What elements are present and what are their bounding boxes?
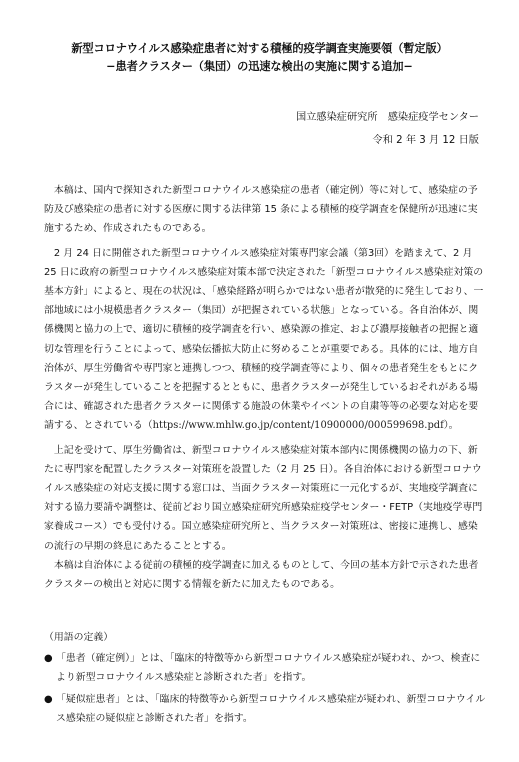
organization-name: 国立感染症研究所 感染症疫学センター [296, 112, 479, 123]
definition-item-suspected [44, 690, 488, 728]
paragraph-basic-policy-text: 2 月 24 日に開催された新型コロナウイルス感染症対策専門家会議（第3回）を踏まえて、2 月 25 日に政府の新型コロナウイルス感染症対策本部で決定された「新型コロナウイルス感染症対策の基本方針」によると、現在の状況は、「感染経路が明らかではない患者が散発的に発生しており、一部地域には小規模患者クラスター（集団）が把握されている状態」となっている。各自治体が、関係機関と協力の上で、適切に積極的疫学調査を行い、感染源の推定、および濃厚接触者の把握と適切な管理を行うことによって、感染伝播拡大防止に努めることが重要である。具体的には、地方自治体が、厚生労働省や専門家と連携しつつ、積極的疫学調査等により、個々の患者発生をもとにクラスターが発生していることを把握するとともに、患者クラスターが発生しているおそれがある場合には、確認された患者クラスターに関係する施設の休業やイベントの自粛等等の必要な対応を要請する、とされている [44, 247, 484, 432]
definitions-section [44, 628, 488, 728]
definition-item-confirmed [44, 649, 488, 687]
paragraph-scope: 本稿は自治体による従前の積極的疫学調査に加えるものとして、今回の基本方針で示された患者クラスターの検出と対応に関する情報を新たに加えたものである。 [44, 559, 479, 591]
paragraph-cluster-team: 上記を受けて、厚生労働省は、新型コロナウイルス感染症対策本部内に関係機関の協力の下、新たに専門家を配置したクラスター対策班を設置した（2 月 25 日）。各自治体における新型コロナウイルス感染症の対応支援に関する窓口は、当面クラスター対策班に一元化するが、実地疫学調査に対する協力要請や調整は、従前どおり国立感染症研究所感染症疫学センター・FETP（実地疫学専門家養成コース）でも受付ける。国立感染症研究所と、当クラスター対策班は、密接に連携し、感染の流行の早期の終息にあたることとする。 [44, 444, 483, 552]
bullet-icon: ● [44, 693, 53, 705]
paragraph-basic-policy [44, 244, 486, 436]
reference-url: （https://www.mhlw.go.jp/content/10900000/000599698.pdf）。 [142, 420, 459, 432]
document-body [44, 181, 486, 594]
paragraph-purpose: 本稿は、国内で探知された新型コロナウイルス感染症の患者（確定例）等に対して、感染症の予防及び感染症の患者に対する医療に関する法律第 15 条による積極的疫学調査を保健所が迅速に実施するため、作成されたものである。 [44, 185, 478, 235]
definitions-heading: （用語の定義） [44, 632, 114, 643]
document-date: 令和 2 年 3 月 12 日版 [372, 135, 479, 146]
document-subtitle: −患者クラスター（集団）の迅速な検出の実施に関する追加− [106, 60, 413, 73]
bullet-icon: ● [44, 653, 53, 665]
definition-text: 「患者（確定例）」とは、「臨床的特徴等から新型コロナウイルス感染症が疑われ、かつ、検査により新型コロナウイルス感染症と診断された者」を指す。 [56, 653, 481, 684]
document-title: 新型コロナウイルス感染症患者に対する積極的疫学調査実施要領（暫定版） [71, 42, 448, 55]
definition-text: 「疑似症患者」とは、「臨床的特徴等から新型コロナウイルス感染症が疑われ、新型コロナウイルス感染症の疑似症と診断された者」を指す。 [56, 693, 486, 724]
